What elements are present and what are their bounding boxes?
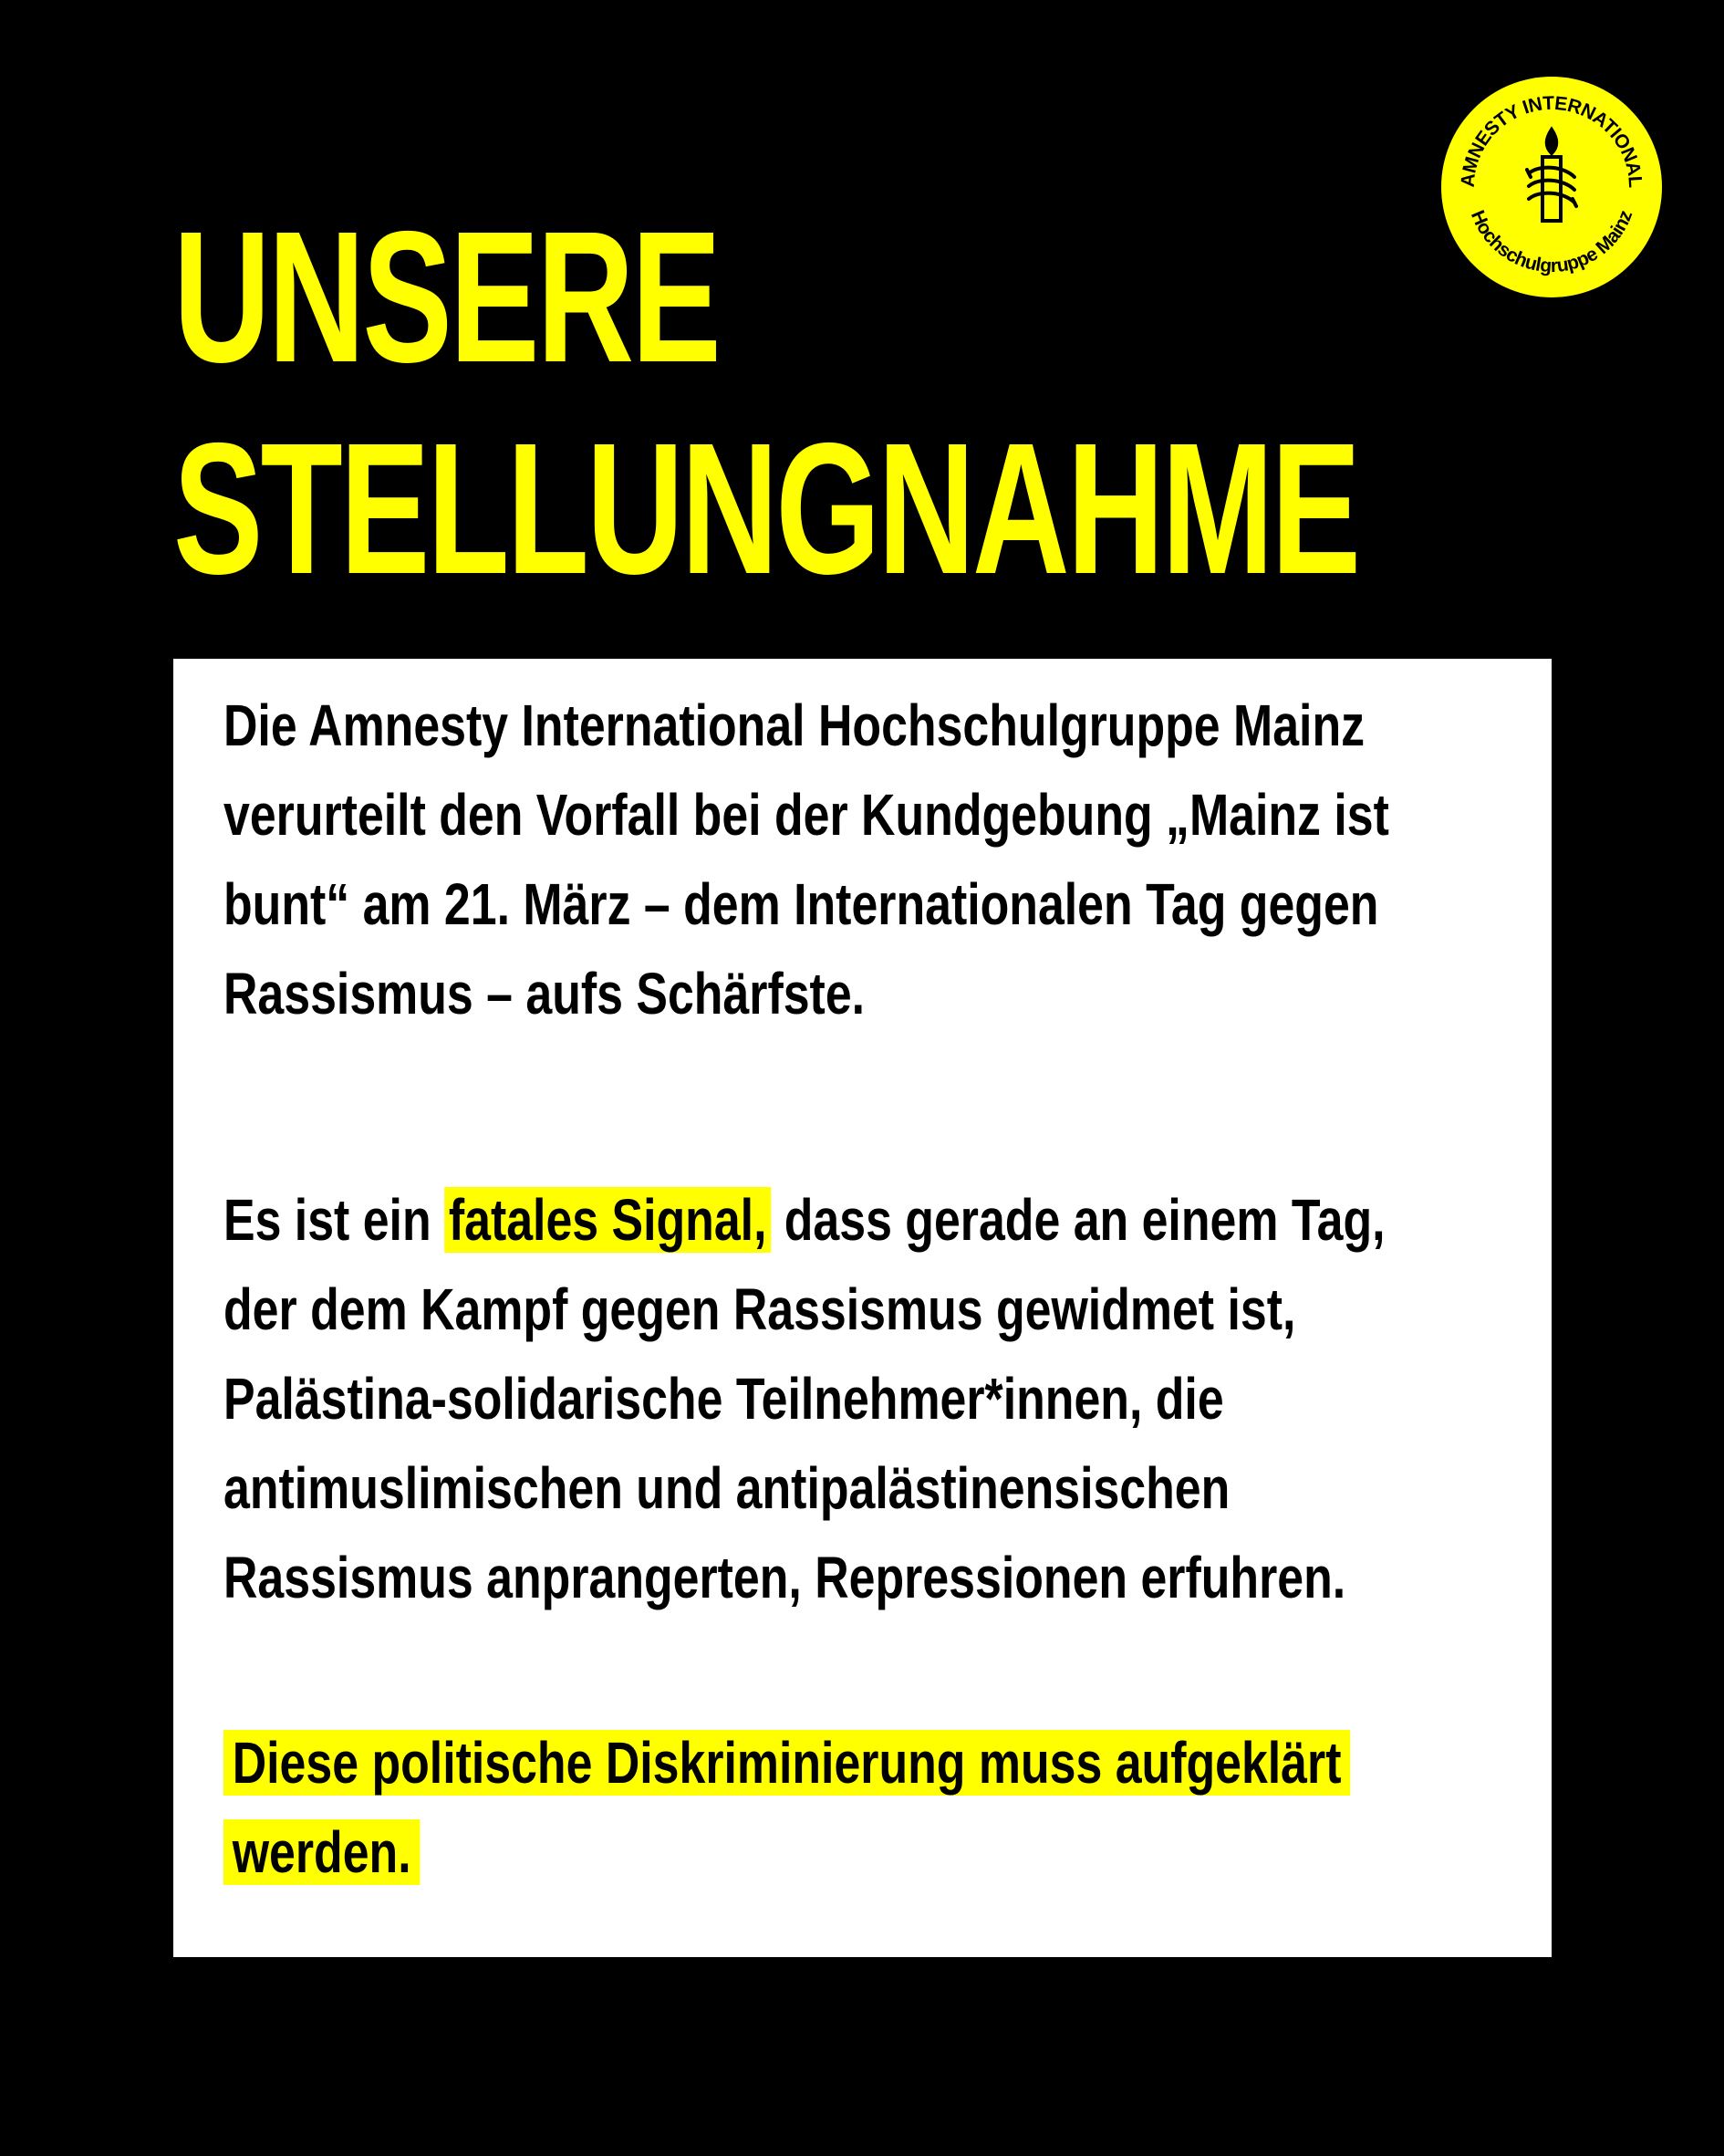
statement-paragraph-2 [223,1175,1386,1622]
paragraph-1-line-4: Rassismus – aufs Schärfste. [223,961,866,1026]
headline-line-1: UNSERE [173,193,719,401]
paragraph-3-line-1-text: Diese politische Diskriminierung muss aufgeklärt [223,1730,1350,1796]
highlight-fatales-signal: fatales Signal, [444,1187,771,1253]
paragraph-2-line-3: Palästina-solidarische Teilnehmer*innen, die [223,1366,1224,1432]
statement-card [173,659,1552,1957]
paragraph-2-line-1 [223,1175,1386,1265]
paragraph-2-line-2: der dem Kampf gegen Rassismus gewidmet ist, [223,1276,1296,1342]
paragraph-3-line-2 [223,1807,1350,1897]
logo-top-text: AMNESTY INTERNATIONAL [1457,92,1646,189]
statement-paragraph-3-highlighted [223,1718,1350,1897]
paragraph-2-suffix: dass gerade an einem Tag, [771,1187,1386,1253]
paragraph-3-line-1 [223,1718,1350,1807]
paragraph-1-line-2: verurteilt den Vorfall bei der Kundgebung „Mainz ist [223,782,1389,848]
paragraph-1-line-1: Die Amnesty International Hochschulgruppe Mainz [223,693,1366,758]
paragraph-2-line-5: Rassismus anprangerten, Repressionen erfuhren. [223,1545,1346,1610]
paragraph-2-prefix: Es ist ein [223,1187,445,1253]
headline [173,192,1358,615]
paragraph-3-line-2-text: werden. [223,1819,420,1885]
paragraph-1-line-3: bunt“ am 21. März – dem Internationalen Tag gegen [223,871,1379,937]
statement-paragraph-1 [223,681,1389,1038]
paragraph-2-line-4: antimuslimischen und antipalästinensischen [223,1455,1231,1521]
headline-line-2: STELLUNGNAHME [173,404,1359,613]
amnesty-logo [1439,75,1664,299]
logo-bottom-text: Hochschulgruppe Mainz [1466,207,1637,277]
